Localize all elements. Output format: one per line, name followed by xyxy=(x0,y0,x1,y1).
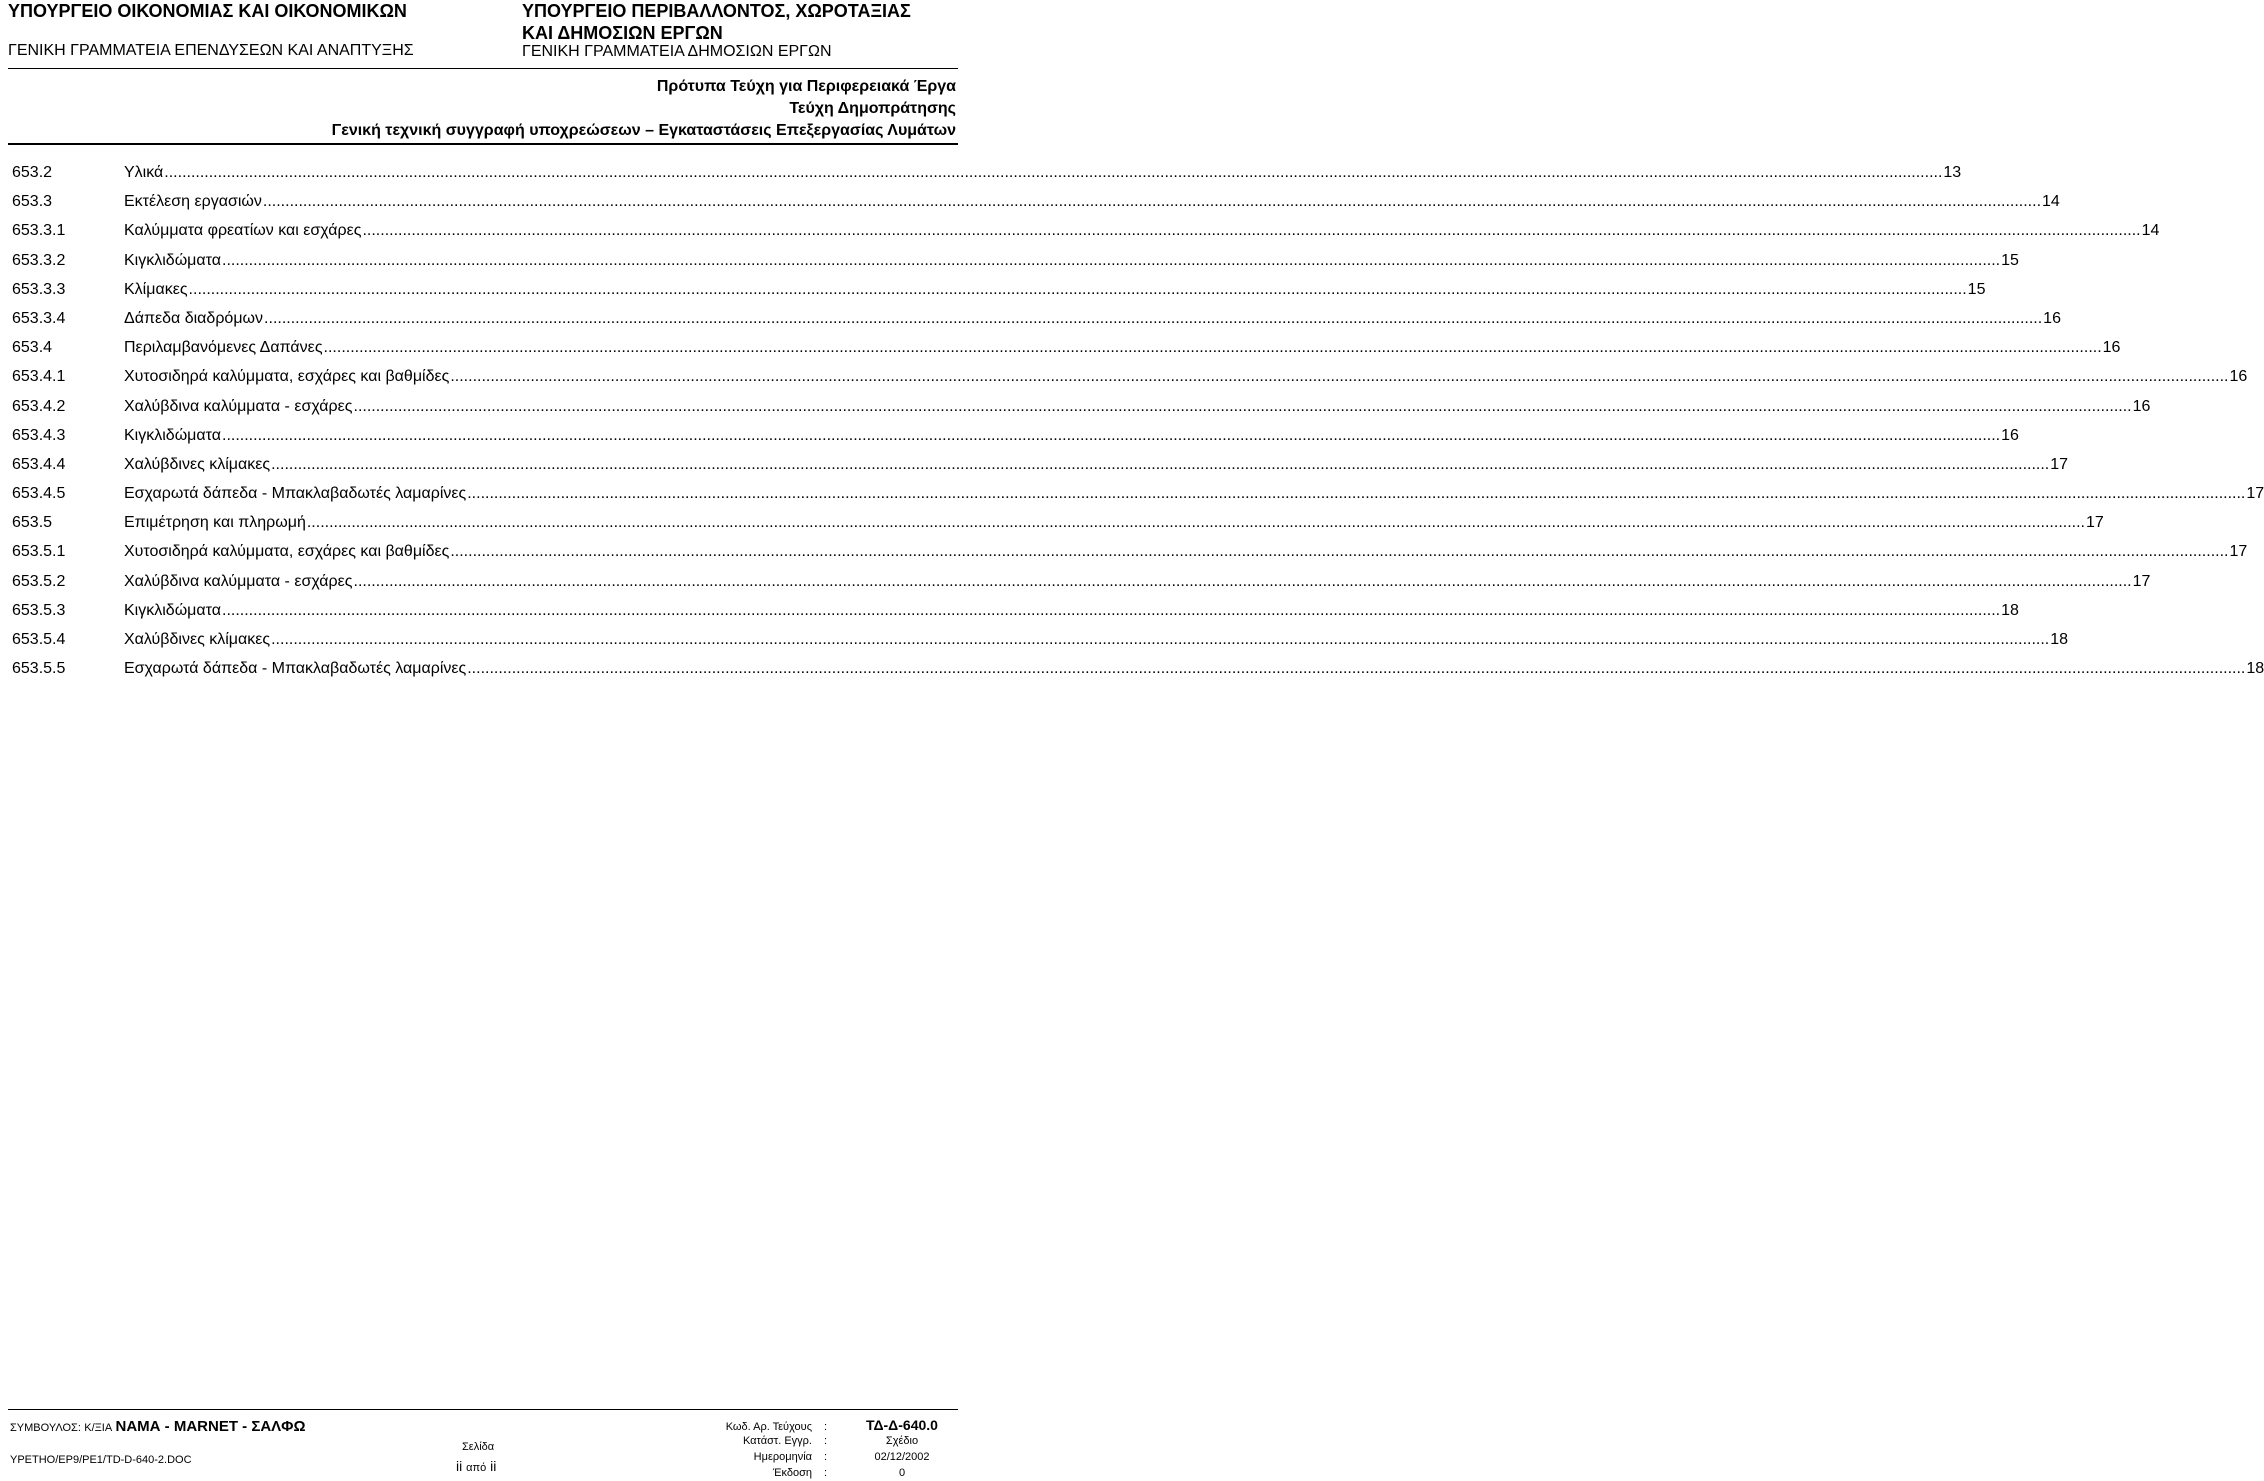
toc-leader-dots: ................................................................................................................................................................................................................................................................................................................................................................................................................ xyxy=(188,280,1967,298)
toc-entry-number: 653.5.4 xyxy=(12,631,66,648)
toc-entry[interactable] xyxy=(12,191,2060,220)
toc-entry[interactable] xyxy=(12,366,2248,395)
metadata-label: Ημερομηνία xyxy=(753,1451,812,1463)
metadata-label: Κωδ. Αρ. Τεύχους xyxy=(725,1421,812,1433)
toc-entry-title-wrap xyxy=(124,220,2142,242)
toc-entry-title-wrap xyxy=(124,454,2050,476)
toc-leader-dots: ................................................................................................................................................................................................................................................................................................................................................................................................................ xyxy=(467,660,2246,678)
subheader-line2: Τεύχη Δημοπράτησης xyxy=(789,100,956,117)
toc-entry-page: 17 xyxy=(2229,543,2248,561)
toc-entry-number: 653.5.5 xyxy=(12,660,66,678)
table-of-contents xyxy=(12,162,2264,687)
toc-entry-title: Κλίμακες xyxy=(124,280,188,298)
toc-entry-page: 18 xyxy=(2001,601,2019,619)
toc-entry-title-wrap xyxy=(124,396,2133,418)
page-label: Σελίδα xyxy=(462,1441,495,1453)
toc-entry-title: Χυτοσιδηρά καλύμματα, εσχάρες και βαθμίδες xyxy=(124,368,450,386)
toc-entry[interactable] xyxy=(12,629,2069,658)
metadata-colon: : xyxy=(824,1435,828,1447)
metadata-row xyxy=(700,1433,958,1449)
toc-entry-title: Υλικά xyxy=(124,164,164,181)
page-number xyxy=(456,1456,496,1478)
toc-entry-number: 653.5.1 xyxy=(12,543,66,561)
consultant-line xyxy=(10,1418,306,1437)
toc-entry-number: 653.3.4 xyxy=(12,309,66,327)
toc-entry-number: 653.4.4 xyxy=(12,455,66,473)
toc-entry-title: Εσχαρωτά δάπεδα - Μπακλαβαδωτές λαμαρίνες xyxy=(124,660,467,678)
toc-entry-title: Κιγκλιδώματα xyxy=(124,426,221,444)
toc-entry[interactable] xyxy=(12,658,2264,687)
toc-entry-title-wrap xyxy=(124,600,2001,622)
toc-entry-title-wrap xyxy=(124,512,2086,534)
toc-entry-page: 14 xyxy=(2141,222,2160,240)
toc-entry-page: 16 xyxy=(2102,339,2121,357)
document-metadata xyxy=(700,1417,958,1481)
toc-entry-number: 653.3.1 xyxy=(12,222,66,240)
toc-leader-dots: ................................................................................................................................................................................................................................................................................................................................................................................................................ xyxy=(323,339,2102,357)
toc-entry-number: 653.4.5 xyxy=(12,485,66,503)
toc-entry-title: Επιμέτρηση και πληρωμή xyxy=(124,514,306,532)
toc-leader-dots: ................................................................................................................................................................................................................................................................................................................................................................................................................ xyxy=(353,397,2132,415)
ministry-environment-title-line2: ΚΑΙ ΔΗΜΟΣΙΩΝ ΕΡΓΩΝ xyxy=(522,23,723,43)
subheader-line1: Πρότυπα Τεύχη για Περιφερειακά Έργα xyxy=(656,78,956,95)
header-right xyxy=(522,0,952,62)
document-subheader xyxy=(332,76,956,142)
toc-entry-title-wrap xyxy=(124,162,1943,184)
toc-entry-page: 17 xyxy=(2246,485,2264,503)
secretariat-public-works: ΓΕΝΙΚΗ ΓΡΑΜΜΑΤΕΙΑ ΔΗΜΟΣΙΩΝ ΕΡΓΩΝ xyxy=(522,43,832,60)
toc-entry-page: 18 xyxy=(2246,660,2264,678)
metadata-row xyxy=(700,1449,958,1465)
consultant-prefix: Κ/ΞΙΑ xyxy=(84,1422,113,1434)
toc-entry-number: 653.4.1 xyxy=(12,368,66,386)
toc-entry-page: 15 xyxy=(1967,280,1986,298)
toc-entry-title-wrap xyxy=(124,483,2246,505)
toc-leader-dots: ................................................................................................................................................................................................................................................................................................................................................................................................................ xyxy=(164,164,1943,181)
toc-leader-dots: ................................................................................................................................................................................................................................................................................................................................................................................................................ xyxy=(362,222,2141,240)
toc-leader-dots: ................................................................................................................................................................................................................................................................................................................................................................................................................ xyxy=(306,514,2085,532)
metadata-row xyxy=(700,1417,958,1433)
toc-entry[interactable] xyxy=(12,600,2019,629)
toc-entry[interactable] xyxy=(12,337,2121,366)
metadata-label: Κατάστ. Εγγρ. xyxy=(742,1435,812,1447)
toc-entry[interactable] xyxy=(12,279,1986,308)
toc-leader-dots: ................................................................................................................................................................................................................................................................................................................................................................................................................ xyxy=(467,485,2246,503)
toc-entry-title: Δάπεδα διαδρόμων xyxy=(124,309,264,327)
metadata-value: Σχέδιο xyxy=(885,1435,919,1447)
toc-entry-number: 653.5.2 xyxy=(12,572,66,590)
secretariat-investments: ΓΕΝΙΚΗ ΓΡΑΜΜΑΤΕΙΑ ΕΠΕΝΔΥΣΕΩΝ ΚΑΙ ΑΝΑΠΤΥΞΗΣ xyxy=(8,42,414,59)
toc-entry[interactable] xyxy=(12,162,1962,191)
metadata-colon: : xyxy=(824,1467,828,1479)
subheader-divider xyxy=(8,143,958,145)
toc-entry[interactable] xyxy=(12,250,2019,279)
toc-entry-title-wrap xyxy=(124,571,2133,593)
toc-entry-title: Χυτοσιδηρά καλύμματα, εσχάρες και βαθμίδες xyxy=(124,543,450,561)
metadata-value: 0 xyxy=(898,1467,906,1479)
toc-entry-number: 653.5.3 xyxy=(12,601,66,619)
toc-entry-title-wrap xyxy=(124,191,2042,213)
toc-entry-title-wrap xyxy=(124,629,2050,651)
toc-entry-page: 17 xyxy=(2050,455,2069,473)
ministry-finance-title: ΥΠΟΥΡΓΕΙΟ ΟΙΚΟΝΟΜΙΑΣ ΚΑΙ ΟΙΚΟΝΟΜΙΚΩΝ xyxy=(8,1,407,21)
toc-entry-title: Εκτέλεση εργασιών xyxy=(124,193,262,211)
toc-entry-title-wrap xyxy=(124,425,2001,447)
toc-entry[interactable] xyxy=(12,454,2069,483)
page-of: από xyxy=(466,1462,487,1474)
toc-entry-number: 653.2 xyxy=(12,164,53,181)
toc-entry-page: 15 xyxy=(2001,251,2019,269)
footer-divider xyxy=(8,1409,958,1410)
toc-entry-title-wrap xyxy=(124,541,2229,563)
toc-entry-title: Χαλύβδινα καλύμματα - εσχάρες xyxy=(124,572,353,590)
toc-entry-page: 16 xyxy=(2229,368,2248,386)
toc-entry-page: 14 xyxy=(2042,193,2060,211)
toc-leader-dots: ................................................................................................................................................................................................................................................................................................................................................................................................................ xyxy=(264,309,2043,327)
toc-leader-dots: ................................................................................................................................................................................................................................................................................................................................................................................................................ xyxy=(450,543,2229,561)
toc-leader-dots: ................................................................................................................................................................................................................................................................................................................................................................................................................ xyxy=(353,572,2132,590)
toc-entry-title: Καλύμματα φρεατίων και εσχάρες xyxy=(124,222,362,240)
header-divider xyxy=(8,68,958,69)
toc-entry-title-wrap xyxy=(124,279,1968,301)
toc-entry-title: Χαλύβδινες κλίμακες xyxy=(124,455,271,473)
toc-entry-number: 653.5 xyxy=(12,514,53,532)
toc-entry-page: 17 xyxy=(2085,514,2104,532)
toc-entry[interactable] xyxy=(12,541,2248,570)
consultant-name: ΝΑΜΑ - MARNET - ΣΑΛΦΩ xyxy=(115,1418,306,1435)
toc-entry[interactable] xyxy=(12,483,2264,512)
toc-entry[interactable] xyxy=(12,396,2151,425)
metadata-row xyxy=(700,1465,958,1481)
toc-entry-number: 653.4.2 xyxy=(12,397,66,415)
metadata-value: ΤΔ-Δ-640.0 xyxy=(866,1417,938,1433)
metadata-value: 02/12/2002 xyxy=(874,1451,930,1463)
toc-entry[interactable] xyxy=(12,220,2160,249)
toc-entry-title-wrap xyxy=(124,308,2043,330)
toc-entry[interactable] xyxy=(12,308,2061,337)
toc-entry[interactable] xyxy=(12,571,2151,600)
ministry-environment-title-line1: ΥΠΟΥΡΓΕΙΟ ΠΕΡΙΒΑΛΛΟΝΤΟΣ, ΧΩΡΟΤΑΞΙΑΣ xyxy=(522,1,911,21)
toc-entry-title: Περιλαμβανόμενες Δαπάνες xyxy=(124,339,323,357)
toc-entry-title-wrap xyxy=(124,658,2246,680)
toc-entry-title: Χαλύβδινα καλύμματα - εσχάρες xyxy=(124,397,353,415)
toc-entry-page: 13 xyxy=(1943,164,1962,181)
toc-entry-page: 16 xyxy=(2132,397,2151,415)
toc-entry-title: Χαλύβδινες κλίμακες xyxy=(124,631,271,648)
metadata-label: Έκδοση xyxy=(772,1467,812,1479)
toc-entry-number: 653.3 xyxy=(12,193,53,211)
toc-leader-dots: ................................................................................................................................................................................................................................................................................................................................................................................................................ xyxy=(450,368,2229,386)
file-name: ΥΡΕΤΗΟ/ΕΡ9/ΡΕ1/TD-D-640-2.DOC xyxy=(10,1454,192,1466)
toc-entry-page: 17 xyxy=(2132,572,2151,590)
toc-entry-page: 18 xyxy=(2050,631,2069,648)
toc-entry-title-wrap xyxy=(124,250,2001,272)
toc-leader-dots: ................................................................................................................................................................................................................................................................................................................................................................................................................ xyxy=(262,193,2042,211)
toc-entry-number: 653.4.3 xyxy=(12,426,66,444)
toc-leader-dots: ................................................................................................................................................................................................................................................................................................................................................................................................................ xyxy=(271,455,2050,473)
toc-leader-dots: ................................................................................................................................................................................................................................................................................................................................................................................................................ xyxy=(271,631,2050,648)
page-current: ii xyxy=(456,1458,463,1474)
toc-entry-number: 653.3.2 xyxy=(12,251,66,269)
toc-entry-title: Κιγκλιδώματα xyxy=(124,601,221,619)
toc-entry-page: 16 xyxy=(2043,309,2061,327)
toc-entry-number: 653.3.3 xyxy=(12,280,66,298)
metadata-colon: : xyxy=(824,1451,828,1463)
toc-leader-dots: ................................................................................................................................................................................................................................................................................................................................................................................................................ xyxy=(222,601,2001,619)
subheader-line3: Γενική τεχνική συγγραφή υποχρεώσεων – Εγκαταστάσεις Επεξεργασίας Λυμάτων xyxy=(331,122,956,139)
toc-entry-number: 653.4 xyxy=(12,339,53,357)
toc-entry-title-wrap xyxy=(124,337,2103,359)
toc-leader-dots: ................................................................................................................................................................................................................................................................................................................................................................................................................ xyxy=(222,426,2001,444)
page-total: ii xyxy=(490,1458,497,1474)
toc-entry-title: Κιγκλιδώματα xyxy=(124,251,221,269)
toc-leader-dots: ................................................................................................................................................................................................................................................................................................................................................................................................................ xyxy=(222,251,2001,269)
consultant-label: ΣΥΜΒΟΥΛΟΣ: xyxy=(10,1422,81,1434)
header-left xyxy=(8,0,478,61)
metadata-colon: : xyxy=(824,1421,828,1433)
toc-entry[interactable] xyxy=(12,425,2019,454)
toc-entry-title-wrap xyxy=(124,366,2229,388)
toc-entry-page: 16 xyxy=(2001,426,2019,444)
toc-entry[interactable] xyxy=(12,512,2104,541)
toc-entry-title: Εσχαρωτά δάπεδα - Μπακλαβαδωτές λαμαρίνες xyxy=(124,485,467,503)
